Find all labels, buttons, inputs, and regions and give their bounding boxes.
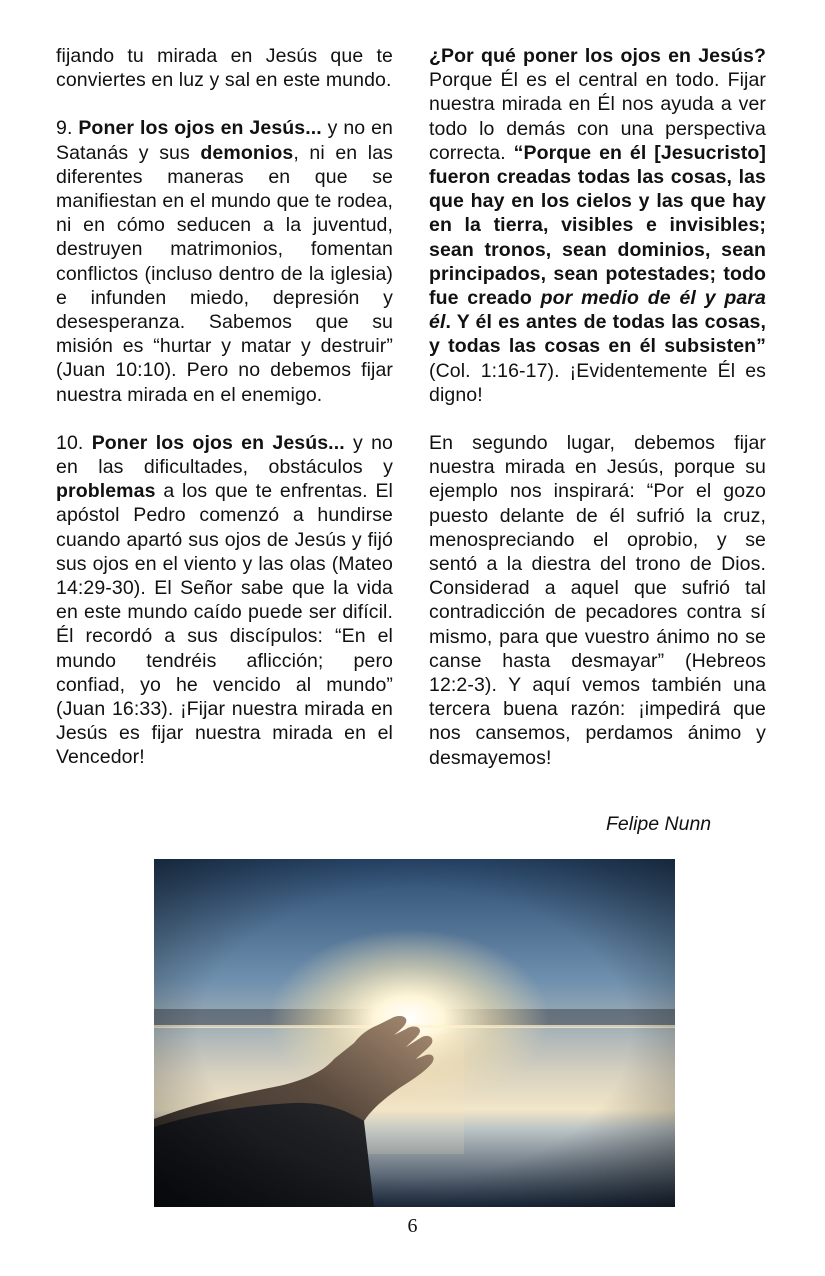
page-number: 6 [407, 1215, 418, 1237]
paragraph-why-jesus: ¿Por qué poner los ojos en Jesús? Porque Él es el central en todo. Fijar nuestra mirada en Él nos ayuda a ver todo lo demás con una perspectiva correcta. “Porque en él [Jesucristo] fueron creadas todas las cosas, las que hay en los cielos y las que hay en la tierra, visibles e invisibles; sean tronos, sean dominios, sean principados, sean potestades; todo fue creado por medio de él y para él. Y él es antes de todas las cosas, y todas las cosas en él subsisten” (Col. 1:16-17). ¡Evidentemente Él es digno! [429, 45, 766, 406]
paragraph-continuation: fijando tu mirada en Jesús que te conviertes en luz y sal en este mundo. [56, 45, 393, 92]
point-number: 10. [56, 431, 84, 454]
sunset-hand-photo [154, 859, 675, 1207]
paragraph-second-reason: En segundo lugar, debemos fijar nuestra mirada en Jesús, porque su ejemplo nos inspirará: “Por el gozo puesto delante de él sufrió la cruz, menospreciando el oprobio, y se sentó a la diestra del trono de Dios. Considerad a aquel que sufrió tal contradicción de pecadores contra sí mismo, para que vuestro ánimo no se canse hasta desmayar” (Hebreos 12:2-3). Y aquí vemos también una tercera buena razón: ¡impedirá que nos cansemos, perdamos ánimo y desmayemos! [429, 432, 766, 769]
sunset-hand-illustration [154, 859, 675, 1207]
paragraph-point-9: 9. Poner los ojos en Jesús... y no en Satanás y sus demonios, ni en las diferentes maneras en que se manifiestan en el mundo que te rodea, ni en cómo seducen a la juventud, destruyen matrimonios, fomentan conflictos (incluso dentro de la iglesia) e infunden miedo, depresión y desesperanza. Sabemos que su misión es “hurtar y matar y destruir” (Juan 10:10). Pero no debemos fijar nuestra mirada en el enemigo. [56, 117, 393, 406]
point-number: 9. [56, 117, 73, 140]
point-heading: Poner los ojos en Jesús... [91, 431, 345, 454]
left-column [56, 44, 393, 794]
scripture-quote: “Porque en él [Jesucristo] fueron creadas todas las cosas, las que hay en los cielos y las que hay en la tierra, visibles e invisibles; sean tronos, sean dominios, sean principados, sean potestades; todo fue creado [429, 141, 766, 310]
author-signature: Felipe Nunn [606, 813, 712, 835]
point-heading: Poner los ojos en Jesús... [78, 117, 322, 140]
right-column [429, 44, 766, 794]
paragraph-point-10: 10. Poner los ojos en Jesús... y no en las dificultades, obstáculos y problemas a los que te enfrentas. El apóstol Pedro comenzó a hundirse cuando apartó sus ojos de Jesús y fijó sus ojos en el viento y las olas (Mateo 14:29-30). El Señor sabe que la vida en este mundo caído puede ser difícil. Él recordó a sus discípulos: “En el mundo tendréis aflicción; pero confiad, yo he vencido al mundo” (Juan 16:33). ¡Fijar nuestra mirada en Jesús es fijar nuestra mirada en el Vencedor! [56, 431, 393, 769]
question-heading: ¿Por qué poner los ojos en Jesús? [429, 45, 766, 67]
